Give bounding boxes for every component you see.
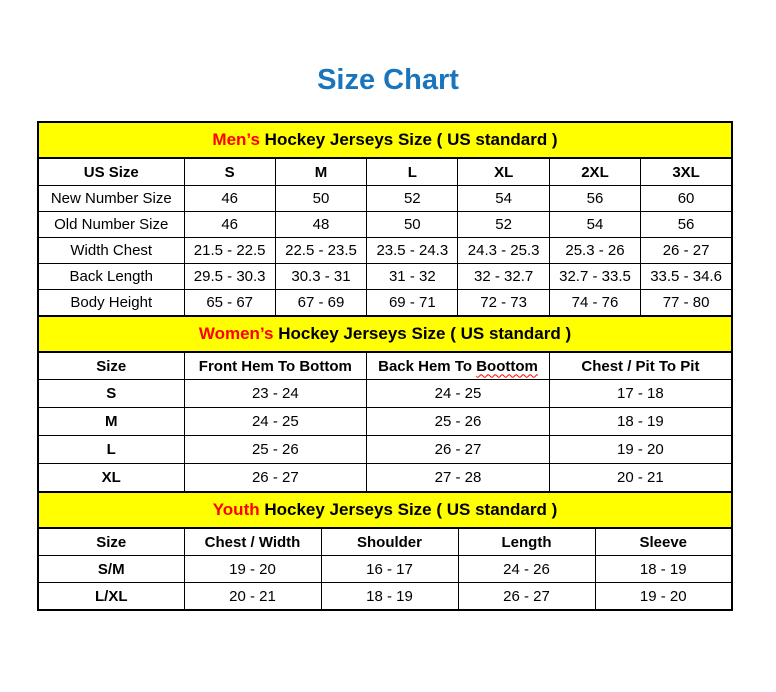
value-cell: 33.5 - 34.6 [641, 264, 732, 290]
youth-row-s-m [38, 556, 732, 583]
value-cell: 24 - 25 [367, 380, 550, 408]
mens-col-header: S [184, 158, 275, 186]
value-cell: 29.5 - 30.3 [184, 264, 275, 290]
value-cell: 31 - 32 [367, 264, 458, 290]
value-cell: 32.7 - 33.5 [549, 264, 640, 290]
value-cell: 18 - 19 [595, 556, 732, 583]
womens-col-header: Front Hem To Bottom [184, 352, 367, 380]
value-cell: 17 - 18 [549, 380, 732, 408]
mens-row-new-number-size [38, 186, 732, 212]
mens-size-table [37, 121, 733, 317]
youth-band-rest: Hockey Jerseys Size ( US standard ) [259, 500, 558, 519]
page-title: Size Chart [317, 64, 459, 96]
value-cell: 26 - 27 [641, 238, 732, 264]
youth-size-table [37, 491, 733, 611]
womens-row-m [38, 408, 732, 436]
value-cell: 26 - 27 [367, 436, 550, 464]
row-label: Width Chest [38, 238, 184, 264]
row-label: M [38, 408, 184, 436]
mens-band-title [38, 122, 732, 158]
womens-header-row [38, 352, 732, 380]
value-cell: 50 [367, 212, 458, 238]
mens-header-row [38, 158, 732, 186]
womens-col-header: Back Hem To Boottom [367, 352, 550, 380]
value-cell: 23.5 - 24.3 [367, 238, 458, 264]
value-cell: 52 [458, 212, 549, 238]
mens-col-header: L [367, 158, 458, 186]
value-cell: 26 - 27 [184, 464, 367, 493]
row-label: XL [38, 464, 184, 493]
mens-col-header: 3XL [641, 158, 732, 186]
value-cell: 56 [641, 212, 732, 238]
value-cell: 69 - 71 [367, 290, 458, 317]
womens-band-title [38, 316, 732, 352]
mens-col-header: XL [458, 158, 549, 186]
value-cell: 24 - 26 [458, 556, 595, 583]
mens-band-highlight: Men’s [212, 130, 260, 149]
mens-col-header: US Size [38, 158, 184, 186]
value-cell: 22.5 - 23.5 [275, 238, 366, 264]
youth-col-header: Size [38, 528, 184, 556]
womens-col-header: Chest / Pit To Pit [549, 352, 732, 380]
mens-row-body-height [38, 290, 732, 317]
womens-row-s [38, 380, 732, 408]
row-label: L [38, 436, 184, 464]
youth-col-header: Chest / Width [184, 528, 321, 556]
mens-row-width-chest [38, 238, 732, 264]
value-cell: 23 - 24 [184, 380, 367, 408]
value-cell: 54 [549, 212, 640, 238]
youth-band-highlight: Youth [212, 500, 260, 519]
value-cell: 46 [184, 212, 275, 238]
womens-band-highlight: Women’s [198, 324, 274, 343]
value-cell: 25.3 - 26 [549, 238, 640, 264]
value-cell: 60 [641, 186, 732, 212]
value-cell: 18 - 19 [549, 408, 732, 436]
value-cell: 16 - 17 [321, 556, 458, 583]
value-cell: 52 [367, 186, 458, 212]
row-label: Back Length [38, 264, 184, 290]
womens-row-l [38, 436, 732, 464]
youth-row-l-xl [38, 583, 732, 611]
value-cell: 20 - 21 [184, 583, 321, 611]
value-cell: 56 [549, 186, 640, 212]
youth-header-row [38, 528, 732, 556]
mens-col-header: 2XL [549, 158, 640, 186]
value-cell: 25 - 26 [367, 408, 550, 436]
mens-col-header: M [275, 158, 366, 186]
value-cell: 46 [184, 186, 275, 212]
youth-col-header: Shoulder [321, 528, 458, 556]
mens-band-row [38, 122, 732, 158]
value-cell: 24 - 25 [184, 408, 367, 436]
womens-row-xl [38, 464, 732, 493]
value-cell: 32 - 32.7 [458, 264, 549, 290]
row-label: Old Number Size [38, 212, 184, 238]
row-label: Body Height [38, 290, 184, 317]
value-cell: 50 [275, 186, 366, 212]
row-label: S [38, 380, 184, 408]
mens-row-old-number-size [38, 212, 732, 238]
value-cell: 30.3 - 31 [275, 264, 366, 290]
value-cell: 27 - 28 [367, 464, 550, 493]
value-cell: 77 - 80 [641, 290, 732, 317]
youth-col-header: Length [458, 528, 595, 556]
value-cell: 25 - 26 [184, 436, 367, 464]
size-chart-tables [37, 121, 733, 611]
womens-size-table [37, 315, 733, 493]
value-cell: 19 - 20 [549, 436, 732, 464]
womens-col-header: Size [38, 352, 184, 380]
row-label: New Number Size [38, 186, 184, 212]
youth-band-title [38, 492, 732, 528]
value-cell: 65 - 67 [184, 290, 275, 317]
youth-col-header: Sleeve [595, 528, 732, 556]
value-cell: 18 - 19 [321, 583, 458, 611]
value-cell: 19 - 20 [184, 556, 321, 583]
value-cell: 21.5 - 22.5 [184, 238, 275, 264]
value-cell: 72 - 73 [458, 290, 549, 317]
value-cell: 67 - 69 [275, 290, 366, 317]
row-label: L/XL [38, 583, 184, 611]
womens-band-row [38, 316, 732, 352]
value-cell: 74 - 76 [549, 290, 640, 317]
row-label: S/M [38, 556, 184, 583]
value-cell: 19 - 20 [595, 583, 732, 611]
youth-band-row [38, 492, 732, 528]
value-cell: 24.3 - 25.3 [458, 238, 549, 264]
value-cell: 20 - 21 [549, 464, 732, 493]
value-cell: 48 [275, 212, 366, 238]
womens-band-rest: Hockey Jerseys Size ( US standard ) [273, 324, 572, 343]
value-cell: 54 [458, 186, 549, 212]
mens-band-rest: Hockey Jerseys Size ( US standard ) [259, 130, 558, 149]
mens-row-back-length [38, 264, 732, 290]
misspelled-word: Boottom [476, 357, 538, 375]
value-cell: 26 - 27 [458, 583, 595, 611]
